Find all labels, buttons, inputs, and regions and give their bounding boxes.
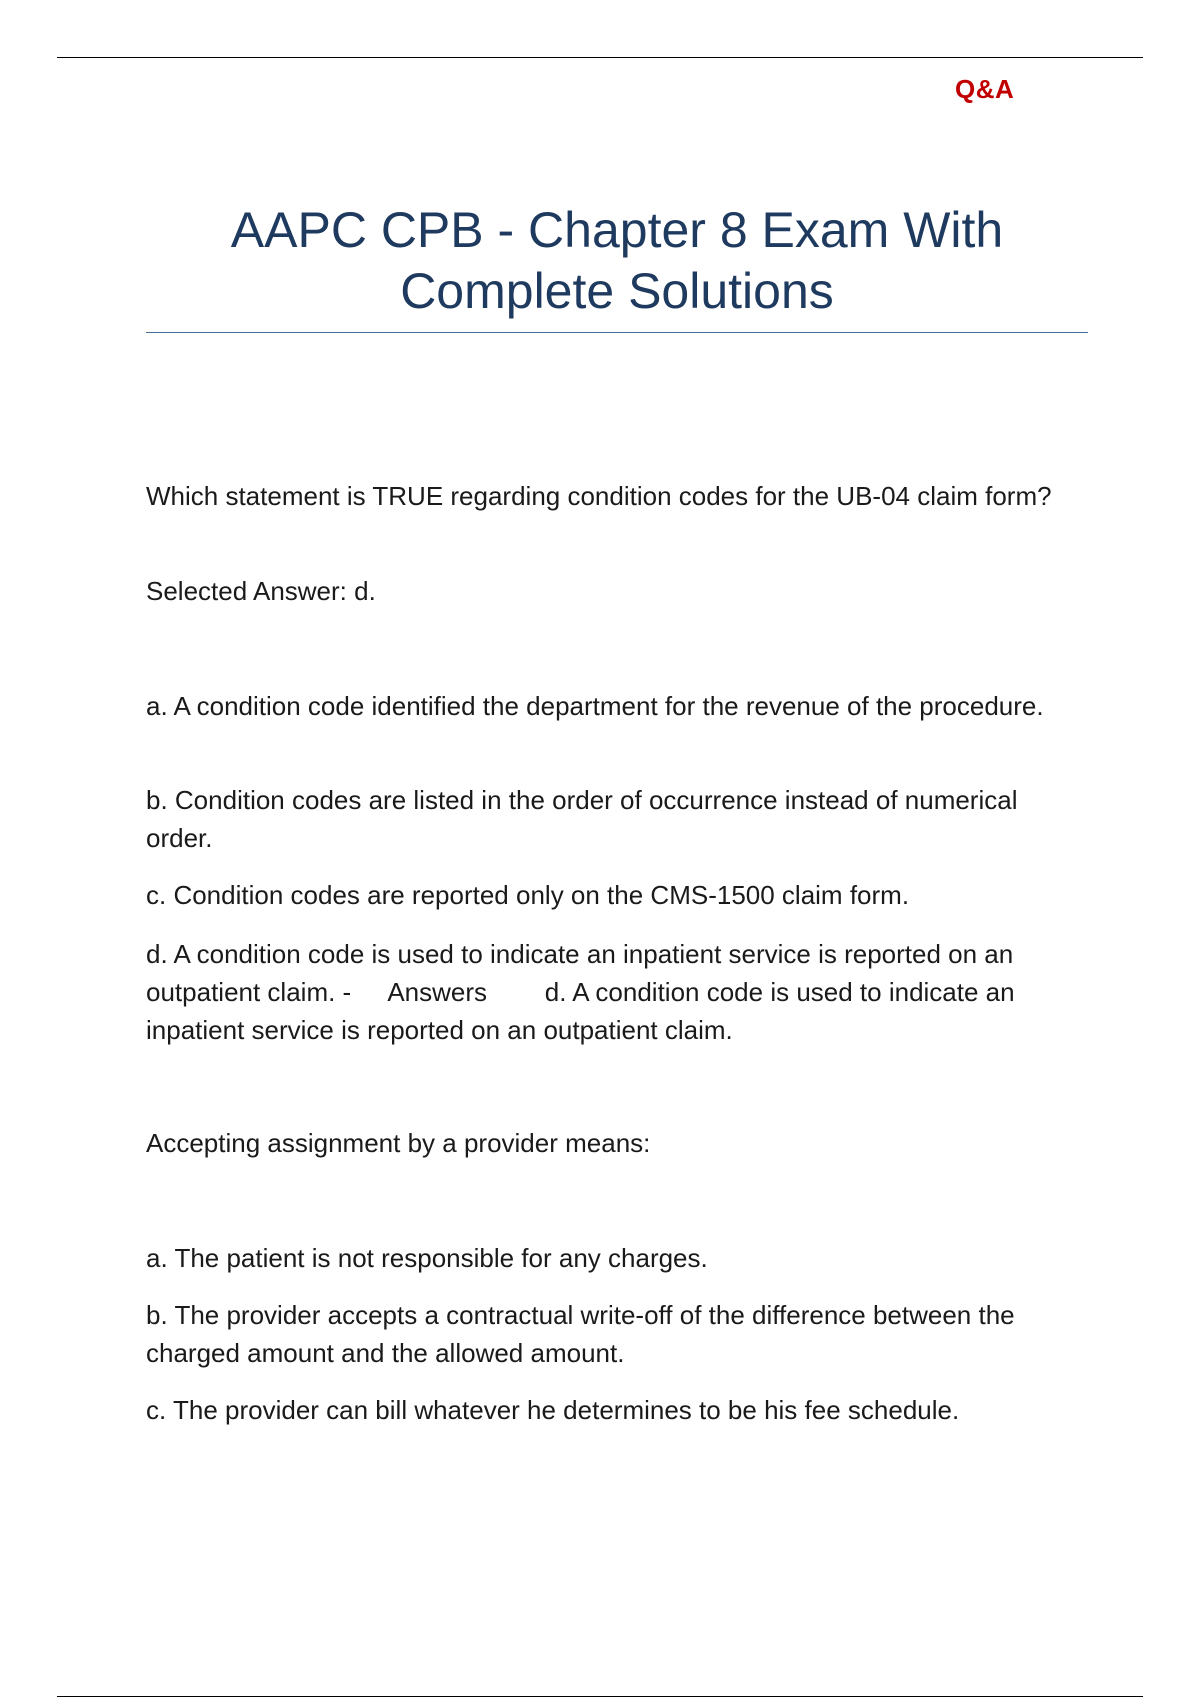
question-1-text: Which statement is TRUE regarding condition codes for the UB-04 claim form? [146,481,1052,511]
question-1-option-b: b. Condition codes are listed in the order of occurrence instead of numerical order. [146,785,1018,853]
bottom-rule [57,1696,1143,1697]
question-2-option-b: b. The provider accepts a contractual write-off of the difference between the charged amount and the allowed amount. [146,1300,1015,1368]
title-underline [146,332,1088,333]
question-1-option-d: d. A condition code is used to indicate an inpatient service is reported on an outpatient claim. - Answers d. A condition code is used to indicate an inpatient service is reported on an outpatient claim. [146,939,1015,1045]
top-rule [57,57,1143,58]
question-2-option-a: a. The patient is not responsible for any charges. [146,1243,708,1273]
question-2-option-c: c. The provider can bill whatever he determines to be his fee schedule. [146,1395,960,1425]
question-2-text: Accepting assignment by a provider means: [146,1128,651,1158]
document-title: AAPC CPB - Chapter 8 Exam With Complete Solutions [230,202,1004,319]
question-1-option-c: c. Condition codes are reported only on the CMS-1500 claim form. [146,880,910,910]
question-1-option-a: a. A condition code identified the department for the revenue of the procedure. [146,691,1044,721]
question-1-selected-answer: Selected Answer: d. [146,576,376,606]
qa-tag: Q&A [955,74,1015,104]
